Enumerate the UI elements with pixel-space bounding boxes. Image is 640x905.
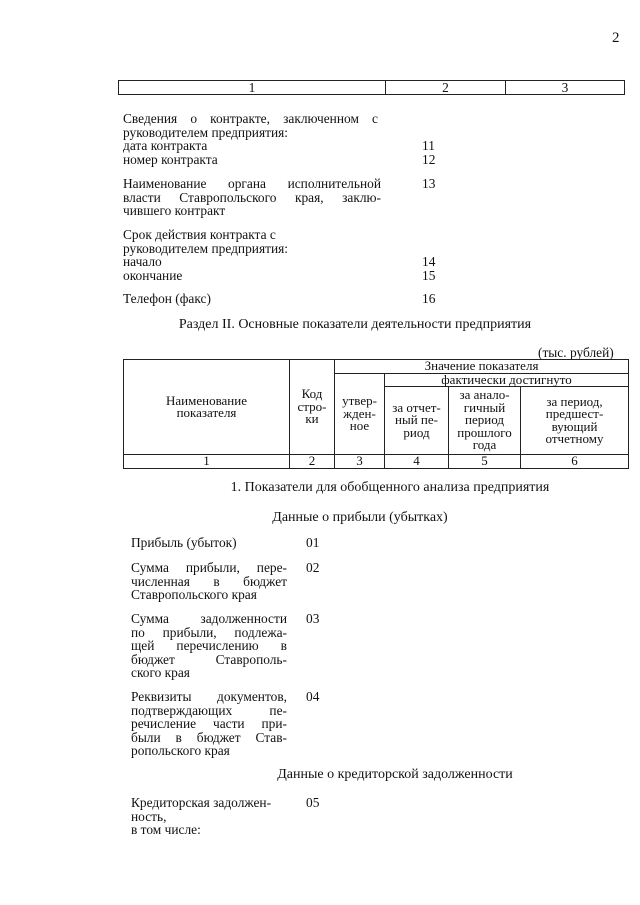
col-number: 3 <box>335 455 385 469</box>
indicators-table <box>123 359 629 469</box>
profit-item-code: 04 <box>306 689 320 704</box>
creditor-item-line: Кредиторская задолжен- <box>131 795 272 810</box>
term-line: Срок действия контракта с <box>123 227 276 242</box>
profit-item-line: щей перечислению в <box>131 638 287 654</box>
profit-item-line: Реквизиты документов, <box>131 689 287 704</box>
subsection-title: 1. Показатели для обобщенного анализа предприятия <box>230 480 550 495</box>
profit-item-line: речисление части при- <box>131 716 287 732</box>
header-col-1: 1 <box>248 80 256 95</box>
term-end-label: окончание <box>123 267 183 283</box>
profit-item <box>131 690 287 758</box>
contract-number-label: номер контракта <box>123 151 218 167</box>
header-actual: фактически достигнуто <box>385 373 629 387</box>
col-number: 1 <box>124 455 290 469</box>
term-end-code: 15 <box>422 267 436 283</box>
col-number: 4 <box>385 455 449 469</box>
profit-item-line: по прибыли, подлежа- <box>131 624 287 640</box>
profit-item-line: Прибыль (убыток) <box>131 535 237 550</box>
contract-codes <box>422 139 435 166</box>
term-line: руководителем предприятия: <box>123 240 289 256</box>
contract-number-code: 12 <box>422 151 436 167</box>
phone-label: Телефон (факс) <box>123 291 211 306</box>
profit-item-line: ропольского края <box>131 743 230 759</box>
header-code: Код стро- ки <box>290 360 335 455</box>
header-reporting: за отчет- ный пе- риод <box>385 387 449 455</box>
profit-item-line: численная в бюджет <box>131 573 287 589</box>
profit-item-code: 01 <box>306 535 320 550</box>
creditor-item-line: ность, <box>131 808 167 824</box>
authority-code: 13 <box>422 176 436 191</box>
col-number: 2 <box>290 455 335 469</box>
authority-block <box>123 177 381 218</box>
term-block <box>123 228 381 282</box>
header-value: Значение показателя <box>335 360 629 374</box>
col-number: 5 <box>449 455 521 469</box>
contract-date-label: дата контракта <box>123 138 208 154</box>
profit-item-line: подтверждающих пе- <box>131 702 287 718</box>
authority-line: чившего контракт <box>123 203 226 219</box>
profit-item-line: Сумма задолженности <box>131 611 287 626</box>
profit-item-line: ского края <box>131 665 190 681</box>
header-approved: утвер- жден- ное <box>335 373 385 455</box>
profit-item-line: бюджет Ставрополь- <box>131 651 287 667</box>
contract-line: Сведения о контракте, заключенном с <box>123 111 378 126</box>
profit-item <box>131 612 287 680</box>
contract-date-code: 11 <box>422 138 435 153</box>
contract-line: руководителем предприятия: <box>123 124 289 140</box>
units-note: (тыс. рублей) <box>538 345 614 360</box>
header-col-3: 3 <box>561 80 569 95</box>
term-codes <box>422 255 435 282</box>
creditor-item <box>131 796 287 837</box>
phone-code: 16 <box>422 291 436 306</box>
profit-title: Данные о прибыли (убытках) <box>272 510 448 525</box>
header-name: Наименование показателя <box>124 360 290 455</box>
term-start-label: начало <box>123 254 162 270</box>
profit-item-code: 03 <box>306 611 320 626</box>
creditor-item-code: 05 <box>306 795 320 810</box>
section-title: Раздел II. Основные показатели деятельности предприятия <box>178 317 532 332</box>
header-col-2: 2 <box>442 80 449 95</box>
profit-item-line: Сумма прибыли, пере- <box>131 560 287 575</box>
profit-item-code: 02 <box>306 560 320 575</box>
profit-item-line: Ставропольского края <box>131 587 257 603</box>
term-start-code: 14 <box>422 254 436 269</box>
creditor-item-line: в том числе: <box>131 822 201 838</box>
creditor-title: Данные о кредиторской задолженности <box>277 767 513 782</box>
profit-item <box>131 561 287 602</box>
page-number: 2 <box>612 30 620 46</box>
col-number: 6 <box>521 455 629 469</box>
authority-line: Наименование органа исполнительной <box>123 176 381 191</box>
header-last-year: за анало- гичный период прошлого года <box>449 387 521 455</box>
profit-item <box>131 536 287 550</box>
header-previous: за период, предшест- вующий отчетному <box>521 387 629 455</box>
authority-line: власти Ставропольского края, заклю- <box>123 189 381 205</box>
profit-item-line: были в бюджет Став- <box>131 729 287 745</box>
contract-info-block <box>123 112 378 166</box>
column-number-header <box>118 80 625 95</box>
